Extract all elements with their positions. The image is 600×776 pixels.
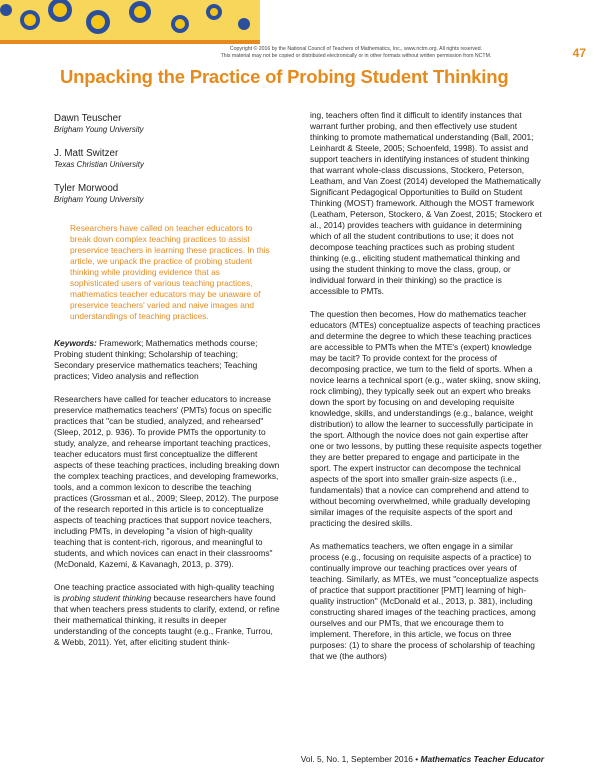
copyright-line: Copyright © 2016 by the National Council of Teachers of Mathematics, Inc., www.nctm.org. All rights reserved.	[229, 46, 483, 52]
emphasis-term: probing student thinking	[62, 593, 152, 603]
paragraph-text: because researchers have found that when teachers press students to clarify, extend, or refine their mathematical thinking, it results in deeper understanding of the concepts taught (e.g., Franke, Turrou, & Webb, 2011). Yet, after eliciting student think-	[54, 593, 280, 647]
footer-bullet: •	[415, 754, 419, 764]
body-paragraph: As mathematics teachers, we often engage in a similar process (e.g., focusing on requisite aspects of a practice) to continually improve our teaching practices over years of teaching. Similarly, as MTEs, we must "conceptualize aspects of practice that support practitioner [PMT] learning of high-quality instruction" (McDonald et al., 2013, p. 381), including constructing shared images of the teaching practices, among ourselves and our PMTs, that we encourage them to implement. Therefore, in this article, we focus on three purposes: (1) to share the process of scholarship of teaching that we (the authors)	[310, 541, 539, 661]
keywords-text: Framework; Mathematics methods course; Probing student thinking; Scholarship of teaching; Secondary preservice mathematics teachers; Teaching practices; Video analysis and reflection	[54, 338, 258, 381]
author-name: J. Matt Switzer	[54, 148, 119, 159]
author-affiliation: Texas Christian University	[54, 160, 144, 169]
author-affiliation: Brigham Young University	[54, 195, 144, 204]
article-title: Unpacking the Practice of Probing Student Thinking	[60, 66, 509, 87]
author-block	[54, 112, 280, 205]
body-paragraph	[54, 582, 280, 648]
left-column	[54, 112, 280, 660]
body-paragraph: ing, teachers often find it difficult to identify instances that warrant further probing, and then effectively use student thinking to promote mathematical understanding (Ball, 2001; Leinhardt & Steele, 2005; Schoenfeld, 1998). To assist and support teachers in identifying instances of student thinking that warrant whole-class discussions, Stockero, Peterson, Leatham, and Van Zoest (2014) developed the Mathematically Significant Pedagogical Opportunities to Build on Student Thinking (MOST) framework. Although the MOST framework (Leatham, Peterson, Stockero, & Van Zoest, 2015; Stockero et al., 2014) provides teachers with guidance in determining which of all the student contributions to use; it does not decompose teaching practices such as probing student thinking (e.g., eliciting student mathematical thinking and using the student thinking to move the class, group, or individual forward in their thinking) so the practice is accessible to PMTs.	[310, 110, 542, 296]
header-decoration	[0, 0, 600, 44]
page-footer	[301, 754, 544, 764]
body-paragraph: The question then becomes, How do mathematics teacher educators (MTEs) conceptualize aspects of teaching practices and determine the degree to which these teaching practices are accessible to PMTs when the MTE's (expert) knowledge may be tacit? To provide context for the process of decomposing practice, we turn to the field of sports. When a novice learns a technical sport (e.g., water skiing, snow skiing, rock climbing), they typically seek out an expert who breaks down the sport by focusing on and developing requisite knowledge, skills, and understandings (e.g., balance, weight distribution) to allow the learner to successfully participate in the sport. Although the novice does not gain expertise after one or two lessons, by putting these requisite aspects together they are better prepared to engage and participate in the sport. The expert instructor can decompose the technical aspects of the sport into smaller grain-size aspects (i.e., fundamentals) that a novice can comprehend and attend to without becoming overwhelmed, while gradually developing similar images of the requisite aspects of the sport and practicing the desired skills.	[310, 309, 542, 528]
author-name: Tyler Morwood	[54, 183, 119, 194]
permission-line: This material may not be copied or distributed electronically or in other formats without written permission from NCTM.	[220, 53, 492, 59]
keywords-label: Keywords:	[54, 338, 97, 348]
journal-name: Mathematics Teacher Educator	[420, 754, 544, 764]
author-affiliation: Brigham Young University	[54, 125, 144, 134]
volume-info: Vol. 5, No. 1, September 2016	[300, 754, 413, 764]
body-paragraph: Researchers have called for teacher educators to increase preservice mathematics teachers' (PMTs) focus on specific practices that "can be studied, analyzed, and rehearsed" (Sleep, 2012, p. 936). To provide PMTs the opportunity to study, analyze, and rehearse important teaching practices, teacher educators must first conceptualize the different aspects of these teaching practices, including breaking down the complex teaching practices, and developing frameworks, tools, and a common lexicon to describe the teaching practices (Grossman et al., 2009; Sleep, 2012). The purpose of the research reported in this article is to conceptualize aspects of teaching practices that support novice teachers, including PMTs, in developing "a vision of high-quality teaching that is content-rich, rigorous, and meaningful to students, and which novices can enact in their classrooms" (McDonald, Kazemi, & Kavanagh, 2013, p. 379).	[54, 394, 280, 569]
author-name: Dawn Teuscher	[54, 113, 122, 124]
abstract: Researchers have called on teacher educators to break down complex teaching practices to assist preservice teachers in learning these practices. In this article, we unpack the practice of probing student thinking while providing evidence that as sophisticated users of various teaching practices, mathematics teacher educators may be unaware of preservice teachers' varied and naive images and understandings of teaching practices.	[70, 223, 270, 321]
copyright-notice	[186, 46, 526, 60]
paragraph-text: One teaching practice associated with high-quality teaching is	[54, 582, 275, 603]
keywords	[54, 338, 280, 382]
page-number: 47	[572, 46, 586, 60]
right-column	[310, 110, 542, 674]
